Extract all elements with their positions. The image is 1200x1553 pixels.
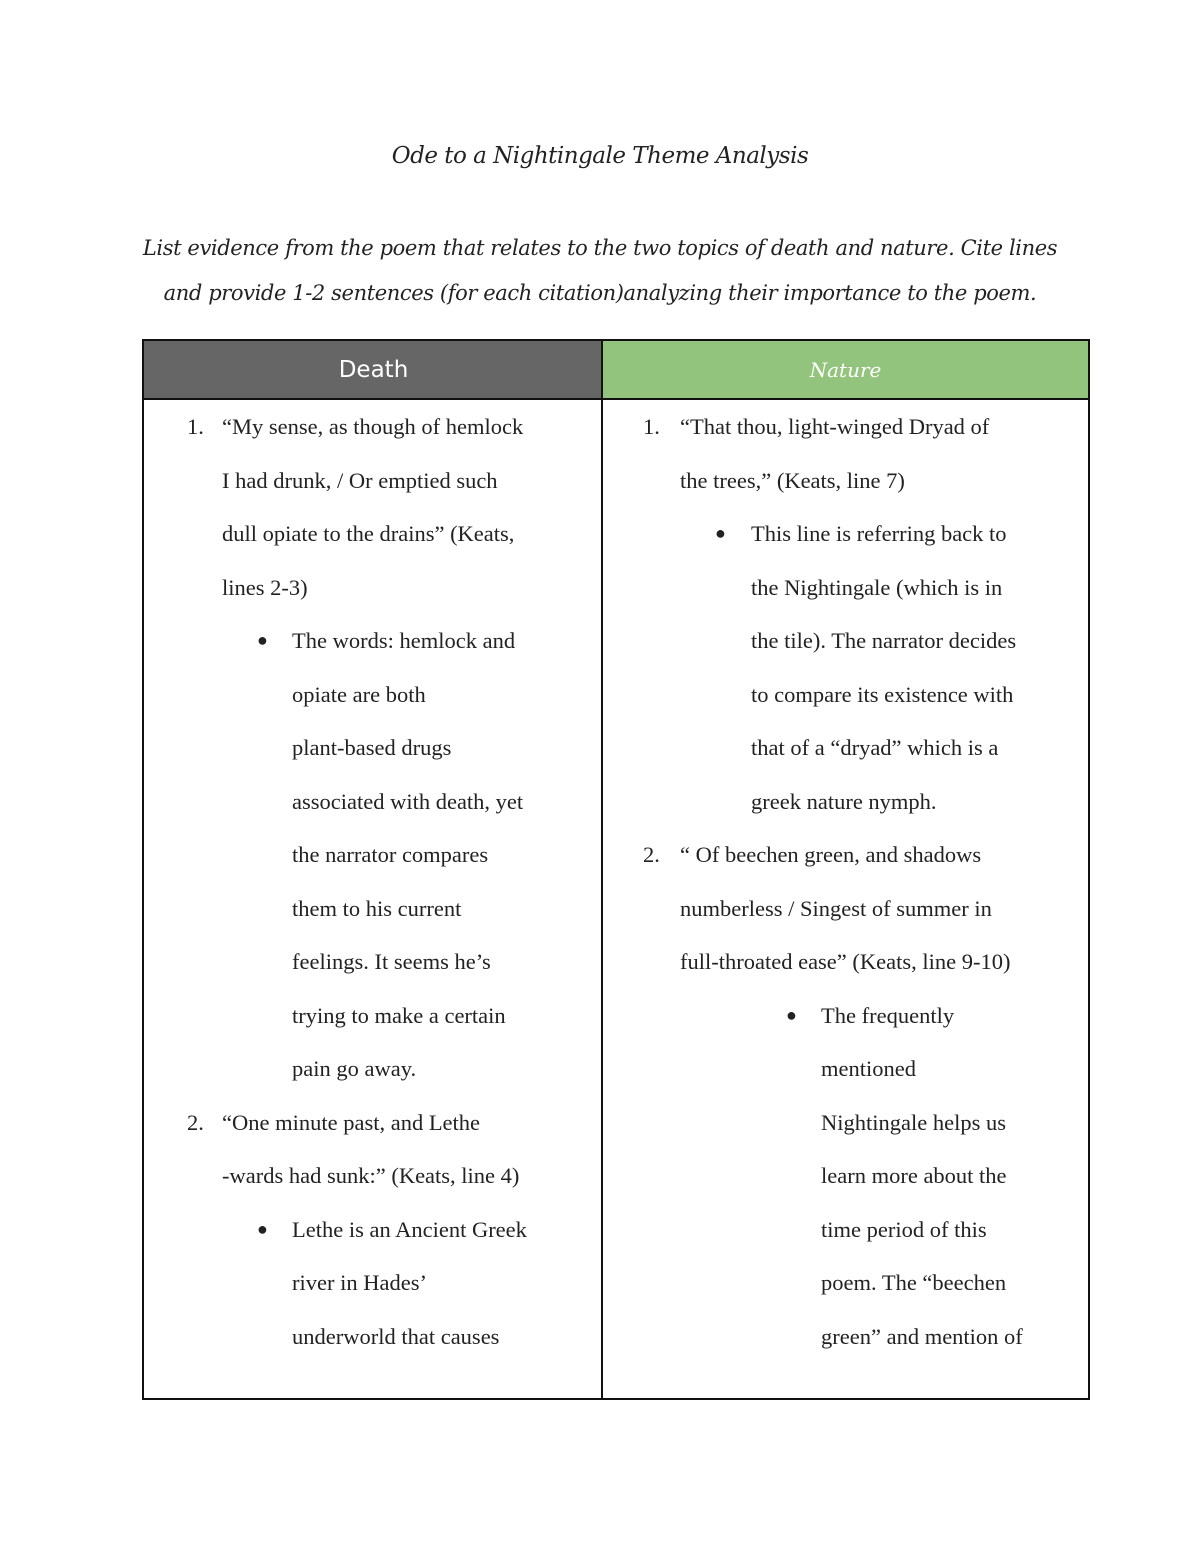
theme-table	[142, 339, 1090, 1400]
quote-line: “My sense, as though of hemlock	[222, 414, 524, 439]
list-number: 1.	[187, 414, 204, 439]
quote-line: “ Of beechen green, and shadows	[680, 842, 982, 867]
quote-line: the trees,” (Keats, line 7)	[680, 467, 905, 493]
list-number: 2.	[643, 842, 660, 867]
list-number: 2.	[187, 1109, 204, 1135]
analysis-line: time period of this	[821, 1216, 987, 1242]
analysis-line: the Nightingale (which is in	[751, 574, 1003, 600]
analysis-line: This line is referring back to	[751, 521, 1007, 546]
analysis-line: the narrator compares	[292, 842, 489, 867]
nature-column	[603, 400, 1088, 1363]
bullet-icon: ●	[257, 630, 268, 650]
analysis-line: river in Hades’	[292, 1270, 427, 1295]
analysis-line: The frequently	[821, 1002, 955, 1028]
list-number: 1.	[643, 414, 660, 439]
quote-line: dull opiate to the drains” (Keats,	[222, 521, 515, 546]
death-item-1-quote	[144, 400, 601, 614]
analysis-line: trying to make a certain	[292, 1002, 506, 1028]
nature-item-2-analysis	[603, 989, 1088, 1364]
quote-line: “One minute past, and Lethe	[222, 1109, 481, 1135]
nature-item-2	[603, 828, 1088, 1363]
nature-item-2-quote	[603, 828, 1088, 989]
analysis-line: that of a “dryad” which is a	[751, 735, 999, 760]
analysis-line: green” and mention of	[821, 1323, 1023, 1349]
analysis-line: The words: hemlock and	[292, 628, 516, 653]
quote-line: I had drunk, / Or emptied such	[222, 467, 498, 493]
death-item-2-analysis	[144, 1203, 601, 1364]
analysis-line: poem. The “beechen	[821, 1270, 1007, 1295]
instructions-line-2: and provide 1-2 sentences (for each citation)analyzing their importance to the poem.	[163, 281, 1037, 305]
analysis-line: underworld that causes	[292, 1323, 500, 1349]
quote-line: full-throated ease” (Keats, line 9-10)	[680, 949, 1011, 974]
nature-item-1	[603, 400, 1088, 828]
analysis-line: greek nature nymph.	[751, 788, 937, 814]
document-title: Ode to a Nightingale Theme Analysis	[391, 143, 809, 169]
death-header: Death	[144, 341, 603, 398]
death-item-1-analysis	[144, 614, 601, 1096]
analysis-line: plant-based drugs	[292, 735, 452, 760]
nature-item-1-quote	[603, 400, 1088, 507]
analysis-line: associated with death, yet	[292, 788, 524, 814]
nature-header: Nature	[603, 341, 1088, 398]
analysis-line: them to his current	[292, 895, 462, 921]
instructions-line-1: List evidence from the poem that relates to the two topics of death and nature. Cite lines	[142, 236, 1058, 260]
analysis-line: to compare its existence with	[751, 681, 1014, 707]
analysis-line: the tile). The narrator decides	[751, 628, 1017, 653]
analysis-line: opiate are both	[292, 681, 426, 707]
quote-line: -wards had sunk:” (Keats, line 4)	[222, 1163, 520, 1188]
death-item-2-quote	[144, 1096, 601, 1203]
quote-line: numberless / Singest of summer in	[680, 895, 992, 921]
analysis-line: pain go away.	[292, 1056, 417, 1081]
nature-item-1-analysis	[603, 507, 1088, 828]
analysis-line: Nightingale helps us	[821, 1109, 1006, 1135]
analysis-line: learn more about the	[821, 1163, 1007, 1188]
bullet-icon: ●	[257, 1218, 268, 1239]
death-item-2	[144, 1096, 601, 1364]
bullet-icon: ●	[786, 1004, 797, 1025]
analysis-line: mentioned	[821, 1056, 916, 1081]
analysis-line: Lethe is an Ancient Greek	[292, 1216, 527, 1242]
instructions	[140, 226, 1060, 316]
quote-line: lines 2-3)	[222, 574, 308, 600]
bullet-icon: ●	[715, 523, 726, 543]
death-column	[144, 400, 601, 1363]
analysis-line: feelings. It seems he’s	[292, 949, 491, 974]
quote-line: “That thou, light-winged Dryad of	[680, 414, 990, 439]
death-item-1	[144, 400, 601, 1096]
